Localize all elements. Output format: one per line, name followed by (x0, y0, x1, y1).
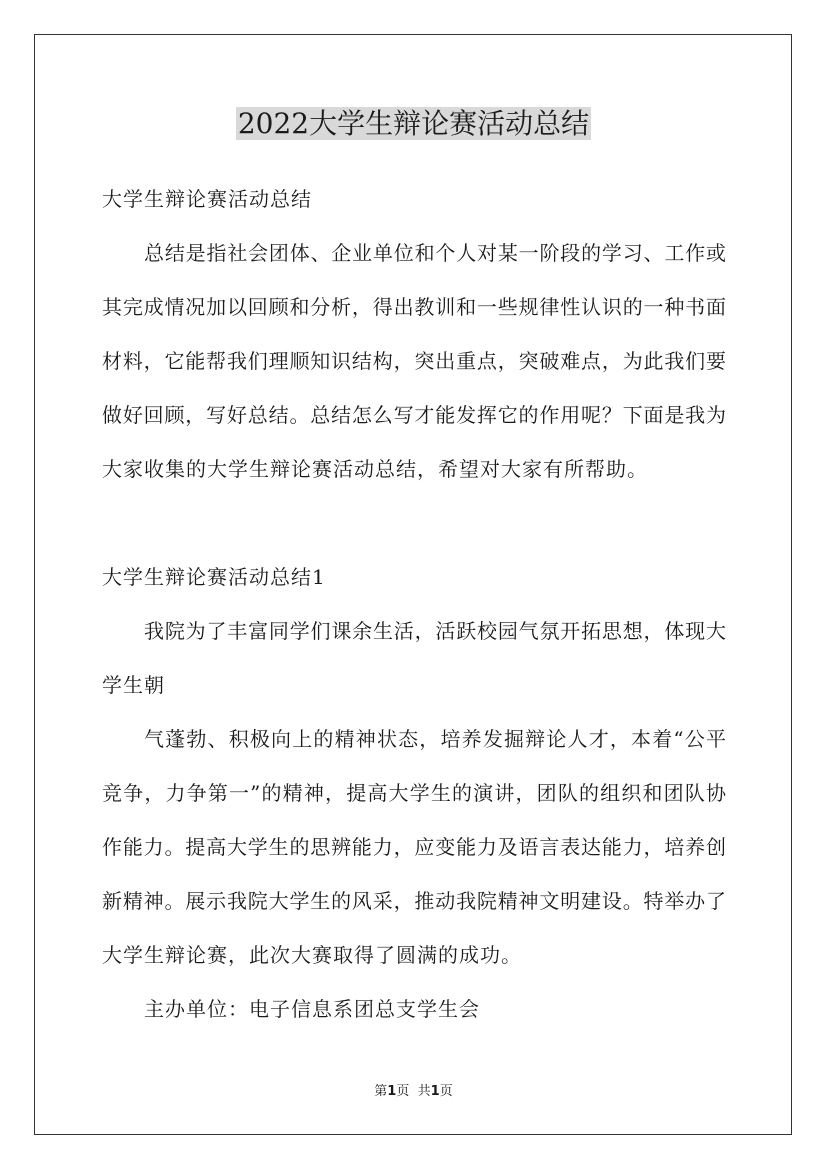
para2-line-4: 新精神。展示我院大学生的风采，推动我院精神文明建设。特举办了 (102, 889, 726, 913)
total-pages: 1 (430, 1084, 440, 1099)
para2-line-1: 气蓬勃、积极向上的精神状态，培养发掘辩论人才，本着“公平 (144, 727, 726, 751)
total-prefix: 共 (417, 1084, 431, 1099)
para2-line-5: 大学生辩论赛，此次大赛取得了圆满的成功。 (102, 943, 522, 967)
paragraph-gap (102, 496, 726, 550)
para2-line-3: 作能力。提高大学生的思辨能力，应变能力及语言表达能力，培养创 (102, 835, 726, 859)
subtitle: 大学生辩论赛活动总结 (102, 187, 312, 211)
intro-line-2: 其完成情况加以回顾和分析，得出教训和一些规律性认识的一种书面 (102, 295, 726, 319)
organizer-line: 主办单位：电子信息系团总支学生会 (144, 997, 480, 1021)
page-footer (0, 1082, 827, 1102)
para1-line-2: 学生朝 (102, 673, 165, 697)
intro-line-4: 做好回顾，写好总结。总结怎么写才能发挥它的作用呢？下面是我为 (102, 403, 726, 427)
page-number: 1 (387, 1084, 397, 1099)
para2-line-2: 竞争，力争第一”的精神，提高大学生的演讲，团队的组织和团队协 (102, 781, 726, 805)
document-body (102, 172, 726, 1036)
page-suffix: 页 (396, 1084, 410, 1099)
intro-line-1: 总结是指社会团体、企业单位和个人对某一阶段的学习、工作或 (144, 241, 726, 265)
document-title-text: 2022大学生辩论赛活动总结 (237, 107, 590, 140)
total-suffix: 页 (439, 1084, 453, 1099)
document-title (0, 104, 827, 144)
intro-line-5: 大家收集的大学生辩论赛活动总结，希望对大家有所帮助。 (102, 457, 648, 481)
para1-line-1: 我院为了丰富同学们课余生活，活跃校园气氛开拓思想，体现大 (144, 619, 726, 643)
section-heading-1: 大学生辩论赛活动总结1 (102, 565, 326, 589)
intro-line-3: 材料，它能帮我们理顺知识结构，突出重点，突破难点，为此我们要 (102, 349, 726, 373)
page-prefix: 第 (374, 1084, 388, 1099)
